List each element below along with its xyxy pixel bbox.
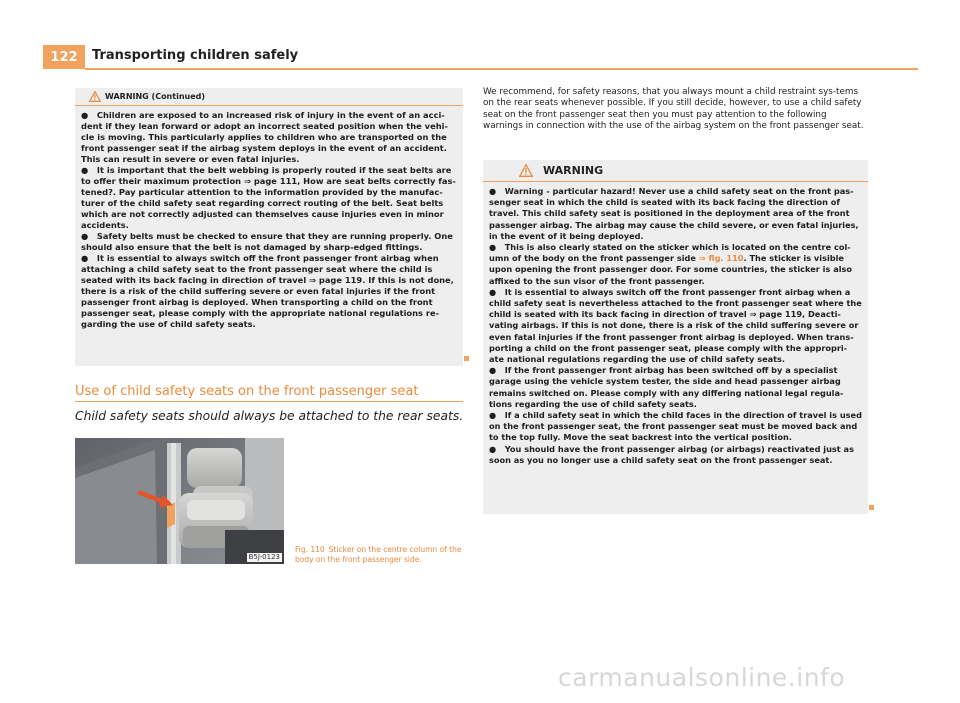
bullet: ● <box>489 186 497 196</box>
warning-heading: WARNING (Continued) <box>105 92 206 101</box>
bullet: ● <box>489 242 497 253</box>
warning-item-text: It is important that the belt webbing is properly routed if the seat belts are to offer their maximum protection ⇒ page 111, How are seat belts correctly fas-tened?. Pay particular attention to the information provided by the manufac-turer of the child safety seat regarding correct routing of the belt. Seat belts which are not correctly adjusted can themselves cause injuries even in minor accidents. <box>81 165 456 230</box>
warning-item <box>81 110 457 165</box>
warning-item <box>489 242 862 287</box>
bullet: ● <box>489 443 497 454</box>
bullet: ● <box>81 253 89 263</box>
bullet: ● <box>81 231 89 241</box>
section-end-marker <box>869 505 874 510</box>
warning-item <box>489 287 862 365</box>
bullet: ● <box>81 110 89 120</box>
warning-item <box>489 410 862 444</box>
warning-item-text: If the front passenger front airbag has been switched off by a specialist garage using the vehicle system tester, the side and head passenger airbag remains switched on. Please comply with any differing national legal regula-tions regarding the use of child safety seats. <box>489 365 844 409</box>
warning-item-text: . The sticker is visible upon opening the front passenger door. For some countries, the sticker is also affixed to the sun visor of the front passenger. <box>489 253 853 286</box>
warning-triangle-icon <box>89 91 101 102</box>
warning-item <box>489 365 862 410</box>
section-end-marker <box>464 356 469 361</box>
figure-number: Fig. 110 <box>295 545 325 554</box>
bullet: ● <box>489 410 497 421</box>
warning-item <box>81 253 457 330</box>
figure-code: B5J-0123 <box>248 553 280 561</box>
car-interior-illustration <box>75 438 284 564</box>
warning-item-text: You should have the front passenger airbag (or airbags) reactivated just as soon as you no longer use a child safety seat on the front passenger seat. <box>489 443 854 465</box>
page-number: 122 <box>43 45 85 69</box>
figure-link[interactable]: ⇒ fig. 110 <box>698 253 744 264</box>
warning-body <box>483 182 868 466</box>
figure-car-interior <box>75 438 284 564</box>
section-rule <box>75 401 463 402</box>
figure-caption-text: Sticker on the centre column of the body on the front passenger side. <box>295 545 462 564</box>
right-intro-paragraph <box>483 87 868 132</box>
warning-header <box>483 160 868 182</box>
figure-caption <box>295 545 465 564</box>
watermark: carmanualsonline.info <box>558 663 846 692</box>
right-intro-text: We recommend, for safety reasons, that you always mount a child restraint sys-tems on the rear seats whenever possible. If you still decide, however, to use a child safety seat on the front passenger seat then you must pay attention to the following warnings in connection with the use of the airbag system on the front passenger seat. <box>483 87 864 131</box>
warning-item-text: It is essential to always switch off the front passenger front airbag when a child safety seat is nevertheless attached to the front passenger seat where the child is seated with its back facing in direction of travel ⇒ page 119, Deacti-vating airbags. If this is not done, there is a risk of the child suffering severe or even fatal injuries if the front passenger front airbag is deployed. When trans-porting a child on the front passenger seat, please comply with the appropri-ate national regulations regarding the use of child safety seats. <box>489 286 862 365</box>
bullet: ● <box>489 365 497 376</box>
bullet: ● <box>81 165 89 175</box>
section-intro: Child safety seats should always be attached to the rear seats. <box>75 409 464 423</box>
warning-item-text: If a child safety seat in which the child faces in the direction of travel is used on the front passenger seat, the front passenger seat must be moved back and to the top fully. Move the seat backrest into the vertical position. <box>489 410 862 443</box>
bullet: ● <box>489 286 497 297</box>
warning-item <box>489 186 862 242</box>
chapter-title: Transporting children safely <box>92 48 299 63</box>
warning-triangle-icon <box>519 164 533 177</box>
warning-box-continued <box>75 88 463 366</box>
warning-item <box>81 231 457 253</box>
warning-item-text: It is essential to always switch off the front passenger front airbag when attaching a child safety seat to the front passenger seat where the child is seated with its back facing in direction of travel ⇒ page 119. If this is not done, there is a risk of the child suffering severe or even fatal injuries if the front passenger front airbag is deployed. When transporting a child on the front passenger seat, please comply with the appropriate national regulations re-garding the use of child safety seats. <box>81 253 454 329</box>
warning-item-text: Children are exposed to an increased risk of injury in the event of an acci-dent if they lean forward or adopt an incorrect seated position when the vehi-cle is moving. This particularly applies to children who are transported on the front passenger seat if the airbag system deploys in the event of an accident. This can result in severe or even fatal injuries. <box>81 110 448 164</box>
warning-item-text: Safety belts must be checked to ensure that they are running properly. One should also ensure that the belt is not damaged by sharp-edged fittings. <box>81 231 453 252</box>
warning-item-text: Warning - particular hazard! Never use a child safety seat on the front pas-senger seat in which the child is seated with its back facing the direction of travel. This child safety seat is positioned in the deployment area of the front passenger airbag. The airbag may cause the child severe, or even fatal injuries, in the event of it being deployed. <box>489 186 859 241</box>
header-rule <box>85 68 918 70</box>
section-heading: Use of child safety seats on the front passenger seat <box>75 384 419 399</box>
warning-header <box>75 88 463 106</box>
warning-body <box>75 106 463 330</box>
warning-heading: WARNING <box>543 164 604 177</box>
warning-item <box>81 165 457 231</box>
warning-item <box>489 444 862 466</box>
warning-item-text: This is also clearly stated on the sticker which is located on the centre col-umn of the body on the front passenger side <box>489 242 851 264</box>
warning-box <box>483 160 868 514</box>
